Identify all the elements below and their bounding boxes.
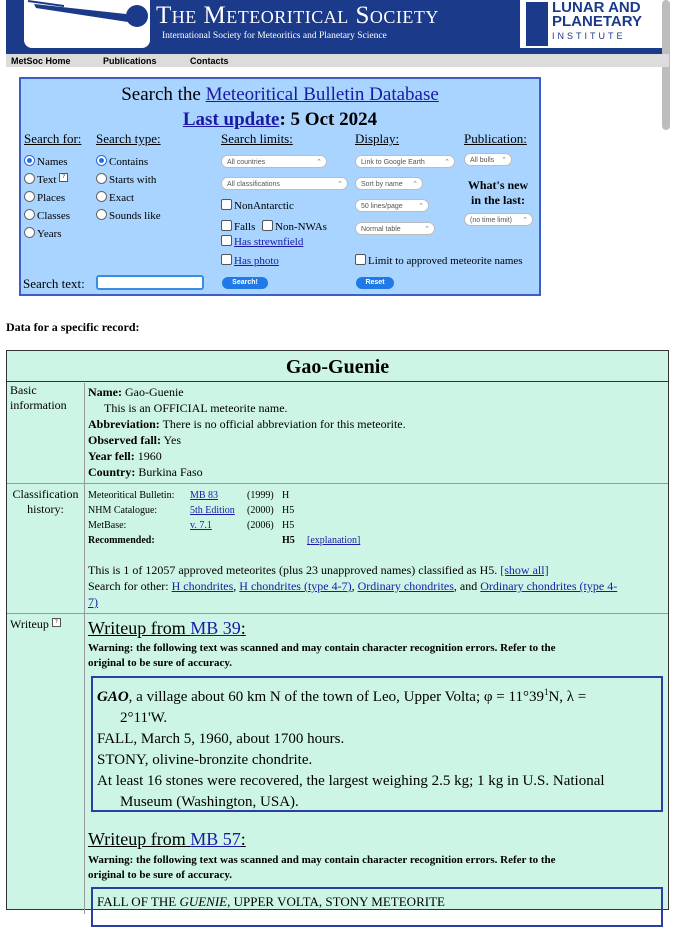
class-ref-nhm[interactable]: 5th Edition — [190, 505, 235, 516]
link-select[interactable]: Link to Google Earth ⌃ — [355, 155, 455, 168]
radio-icon — [96, 191, 107, 202]
writeup-line-4: STONY, olivine-bronzite chondrite. — [97, 752, 313, 768]
mb39-link[interactable]: MB 39 — [190, 618, 241, 638]
last-update-value: : 5 Oct 2024 — [279, 109, 378, 130]
help-icon[interactable]: ? — [52, 618, 61, 627]
radio-icon — [24, 191, 35, 202]
meteorite-name-title: Gao-Guenie — [7, 351, 668, 382]
meteorite-record — [6, 350, 669, 910]
nav-contacts[interactable]: Contacts — [190, 56, 229, 66]
lpi-line-3: INSTITUTE — [552, 31, 626, 41]
search-button[interactable]: Search! — [222, 277, 268, 289]
class-year-nhm: (2000) — [247, 505, 274, 516]
search-text-input[interactable] — [96, 275, 204, 290]
radio-icon — [24, 209, 35, 220]
class-value-nhm: H5 — [282, 505, 295, 516]
lpi-emblem-icon — [526, 2, 548, 46]
recommended-value: H5 — [282, 535, 295, 546]
explanation-link[interactable]: [explanation] — [307, 535, 361, 546]
table-select[interactable]: Normal table ⌃ — [355, 222, 435, 235]
class-ref-metbase[interactable]: v. 7.1 — [190, 520, 212, 531]
mb57-link[interactable]: MB 57 — [190, 829, 241, 849]
last-update-link[interactable]: Last update — [182, 109, 280, 130]
ordinary-chondrites-link[interactable]: Ordinary chondrites — [357, 579, 454, 593]
country-select[interactable]: All countries ⌃ — [221, 155, 327, 168]
warning-2: Warning: the following text was scanned and may contain character recognition errors. Refer to the original to be sure of accuracy. — [88, 854, 556, 881]
time-limit-select[interactable]: (no time limit) ⌃ — [464, 213, 533, 226]
search-form — [19, 77, 541, 296]
h-chondrites-link[interactable]: H chondrites — [171, 579, 234, 593]
radio-classes[interactable]: Classes — [24, 209, 70, 222]
class-ref-mb83[interactable]: MB 83 — [190, 490, 219, 501]
whats-new-label: What's new in the last: — [467, 178, 529, 207]
checkbox-icon — [221, 199, 232, 210]
official-note: This is an OFFICIAL meteorite name. — [104, 401, 288, 415]
society-title[interactable]: The Meteoritical Society — [156, 2, 439, 29]
search-title: Search the Meteoritical Bulletin Database — [121, 84, 439, 105]
site-header — [6, 0, 669, 54]
nav-publications[interactable]: Publications — [103, 56, 157, 66]
radio-text[interactable]: Text ? — [24, 173, 68, 186]
search-for-heading[interactable]: Search for: — [24, 131, 82, 146]
writeup-mb57-heading: Writeup from MB 57: — [88, 829, 246, 849]
divider — [7, 613, 668, 614]
writeup-mb57-box: FALL OF THE GUENIE, UPPER VOLTA, STONY METEORITE — [91, 887, 663, 927]
strewnfield-checkbox[interactable]: Has strewnfield — [221, 235, 303, 248]
ordinary-chondrites-type-link-cont[interactable]: 7) — [88, 595, 98, 609]
lpi-logo[interactable] — [520, 0, 669, 48]
nonantarctic-checkbox[interactable]: NonAntarctic — [221, 199, 294, 212]
display-heading[interactable]: Display: — [355, 131, 400, 146]
abbreviation-row: Abbreviation: There is no official abbreviation for this meteorite. — [88, 417, 406, 431]
reset-button[interactable]: Reset — [356, 277, 394, 289]
year-fell-row: Year fell: 1960 — [88, 449, 162, 463]
meteoritical-society-logo[interactable] — [24, 0, 150, 48]
radio-icon — [24, 227, 35, 238]
publication-heading[interactable]: Publication: — [464, 131, 527, 146]
search-text-label: Search text: — [23, 276, 85, 291]
class-value-mb: H — [282, 490, 290, 501]
classification-select[interactable]: All classifications ⌃ — [221, 177, 348, 190]
data-section-label: Data for a specific record: — [6, 320, 140, 334]
ordinary-chondrites-type-link[interactable]: Ordinary chondrites (type 4- — [480, 579, 618, 593]
name-row: Name: Gao-Guenie — [88, 385, 184, 399]
search-type-heading[interactable]: Search type: — [96, 131, 161, 146]
class-source-nhm: NHM Catalogue: — [88, 505, 158, 516]
observed-fall-row: Observed fall: Yes — [88, 433, 182, 447]
nav-metsoc-home[interactable]: MetSoc Home — [11, 56, 71, 66]
warning-1: Warning: the following text was scanned and may contain character recognition errors. Refer to the original to be sure of accuracy. — [88, 642, 556, 669]
bulls-select[interactable]: All bulls ⌃ — [464, 153, 512, 166]
country-row: Country: Burkina Faso — [88, 465, 203, 479]
class-year-metbase: (2006) — [247, 520, 274, 531]
show-all-link[interactable]: [show all] — [500, 563, 549, 577]
divider — [7, 483, 668, 484]
classification-label: Classification history: — [7, 484, 85, 613]
radio-years[interactable]: Years — [24, 227, 62, 240]
class-value-metbase: H5 — [282, 520, 295, 531]
radio-icon — [96, 209, 107, 220]
checkbox-icon — [221, 220, 232, 231]
radio-icon — [24, 173, 35, 184]
class-source-metbase: MetBase: — [88, 520, 127, 531]
last-update — [21, 109, 539, 131]
radio-selected-icon — [96, 155, 107, 166]
photo-checkbox[interactable]: Has photo — [221, 254, 279, 267]
search-limits-heading[interactable]: Search limits: — [221, 131, 293, 146]
radio-exact[interactable]: Exact — [96, 191, 134, 204]
class-year-mb: (1999) — [247, 490, 274, 501]
writeup-line-5: At least 16 stones were recovered, the largest weighing 2.5 kg; 1 kg in U.S. National — [97, 773, 605, 789]
writeup-line-1: GAO, a village about 60 km N of the town of Leo, Upper Volta; $\varphi = 11^\circ 39^1N$, λ = — [97, 687, 587, 705]
radio-sounds-like[interactable]: Sounds like — [96, 209, 161, 222]
classification-stat: This is 1 of 12057 approved meteorites (plus 23 unapproved names) classified as H5. [show all] — [88, 563, 549, 577]
radio-starts-with[interactable]: Starts with — [96, 173, 156, 186]
radio-icon — [96, 173, 107, 184]
radio-names[interactable]: Names — [24, 155, 68, 168]
falls-checkbox[interactable]: Falls — [221, 220, 255, 233]
radio-selected-icon — [24, 155, 35, 166]
writeup-line-6: Museum (Washington, USA). — [120, 794, 299, 810]
help-icon[interactable]: ? — [59, 173, 68, 182]
writeup-label: Writeup ? — [7, 614, 85, 914]
lpi-line-1: LUNAR AND — [552, 0, 641, 16]
radio-contains[interactable]: Contains — [96, 155, 148, 168]
limit-approved-checkbox[interactable]: Limit to approved meteorite names — [355, 254, 523, 267]
sort-select[interactable]: Sort by name ⌃ — [355, 177, 423, 190]
h-chondrites-type-link[interactable]: H chondrites (type 4-7) — [239, 579, 352, 593]
recommended-label: Recommended: — [88, 535, 155, 546]
basic-info-label: Basic information — [7, 383, 85, 483]
society-subtitle: International Society for Meteoritics and Planetary Science — [162, 31, 387, 41]
class-source-mb: Meteoritical Bulletin: — [88, 490, 175, 501]
checkbox-icon — [221, 235, 232, 246]
non-nwas-checkbox[interactable]: Non-NWAs — [262, 220, 327, 233]
checkbox-icon — [221, 254, 232, 265]
lines-select[interactable]: 50 lines/page ⌃ — [355, 199, 429, 212]
top-nav — [6, 54, 669, 67]
checkbox-icon — [262, 220, 273, 231]
writeup-line-3: FALL, March 5, 1960, about 1700 hours. — [97, 731, 345, 747]
checkbox-icon — [355, 254, 366, 265]
writeup-mb39-box — [91, 676, 663, 812]
writeup-mb39-heading: Writeup from MB 39: — [88, 618, 246, 638]
writeup-line-2: 2°11'W. — [120, 710, 168, 726]
radio-places[interactable]: Places — [24, 191, 65, 204]
search-other-row: Search for other: H chondrites, H chondrites (type 4-7), Ordinary chondrites, and Ordinary chondrites (type 4- — [88, 579, 618, 593]
lpi-line-2: PLANETARY — [552, 13, 642, 30]
database-link[interactable]: Meteoritical Bulletin Database — [205, 84, 439, 105]
